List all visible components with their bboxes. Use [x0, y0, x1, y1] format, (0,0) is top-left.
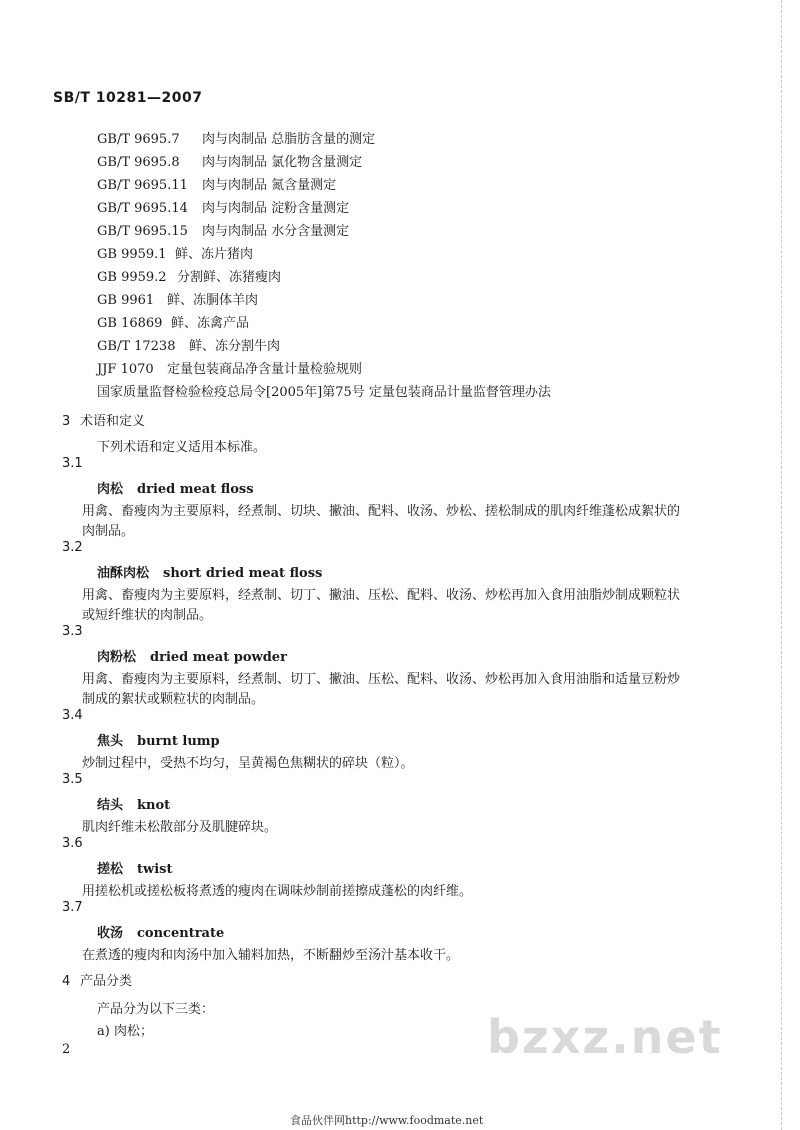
- reference-title: 鲜、冻胴体羊肉: [167, 293, 259, 308]
- term-title: 肉粉松 dried meat powder: [97, 650, 287, 665]
- reference-line: [97, 312, 249, 331]
- reference-line: [97, 128, 375, 147]
- term-definition: 炒制过程中，受热不均匀，呈黄褐色焦糊状的碎块（粒）。: [82, 756, 414, 771]
- reference-code: GB/T 9695.15: [97, 224, 188, 239]
- reference-code: GB/T 9695.8: [97, 155, 180, 170]
- reference-title: 鲜、冻片猪肉: [175, 247, 254, 262]
- reference-line: [97, 174, 336, 193]
- term-title: 收汤 concentrate: [97, 926, 225, 941]
- reference-line: [97, 197, 349, 216]
- term-definition: 肌肉纤维未松散部分及肌腱碎块。: [82, 820, 278, 835]
- term-number: 3.1: [62, 456, 83, 471]
- reference-title: 鲜、冻禽产品: [171, 316, 250, 331]
- term-definition: 肉制品。: [82, 524, 135, 539]
- reference-line: [97, 243, 253, 262]
- term-definition: 用禽、畜瘦肉为主要原料，经煮制、切丁、撇油、压松、配料、收汤、炒松再加入食用油脂炒制成颗粒状: [82, 588, 681, 603]
- section-intro: 产品分为以下三类：: [97, 1002, 215, 1017]
- term-title: 搓松 twist: [97, 862, 173, 877]
- reference-code: JJF 1070: [97, 362, 154, 377]
- reference-code: GB/T 17238: [97, 339, 176, 354]
- reference-code: GB 9961: [97, 293, 155, 308]
- term-title: 油酥肉松 short dried meat floss: [97, 566, 323, 581]
- reference-code: GB/T 9695.7: [97, 132, 180, 147]
- term-definition: 用搓松机或搓松板将煮透的瘦肉在调味炒制前搓擦成蓬松的肉纤维。: [82, 884, 473, 899]
- reference-title: 分割鲜、冻猪瘦肉: [177, 270, 282, 285]
- reference-line: [97, 266, 281, 285]
- reference-title: 肉与肉制品 总脂肪含量的测定: [202, 132, 376, 147]
- reference-title: 肉与肉制品 水分含量测定: [202, 224, 350, 239]
- reference-title: 定量包装商品净含量计量检验规则: [167, 362, 363, 377]
- term-number: 3.3: [62, 624, 83, 639]
- footer-source: 食品伙伴网http://www.foodmate.net: [290, 1114, 484, 1127]
- reference-line: [97, 220, 349, 239]
- term-definition: 在煮透的瘦肉和肉汤中加入辅料加热，不断翻炒至汤汁基本收干。: [82, 948, 460, 963]
- term-number: 3.7: [62, 900, 83, 915]
- page-number: 2: [62, 1042, 71, 1057]
- term-definition: 用禽、畜瘦肉为主要原料，经煮制、切丁、撇油、压松、配料、收汤、炒松再加入食用油脂和适量豆粉炒: [82, 672, 681, 687]
- term-title: 结头 knot: [97, 798, 171, 813]
- term-definition: 制成的絮状或颗粒状的肉制品。: [82, 692, 265, 707]
- reference-code: GB/T 9695.11: [97, 178, 188, 193]
- watermark: bzxz.net: [487, 1010, 723, 1064]
- reference-code: GB 16869: [97, 316, 163, 331]
- term-number: 3.5: [62, 772, 83, 787]
- reference-code: GB 9959.1: [97, 247, 167, 262]
- decree-line: 国家质量监督检验检疫总局令[2005年]第75号 定量包装商品计量监督管理办法: [97, 385, 551, 400]
- reference-title: 肉与肉制品 淀粉含量测定: [202, 201, 350, 216]
- reference-line: [97, 358, 362, 377]
- term-definition: 用禽、畜瘦肉为主要原料，经煮制、切块、撇油、配料、收汤、炒松、搓松制成的肌肉纤维蓬松成絮状的: [82, 504, 681, 519]
- term-number: 3.2: [62, 540, 83, 555]
- reference-title: 肉与肉制品 氯化物含量测定: [202, 155, 363, 170]
- reference-line: [97, 289, 258, 308]
- section-intro: 下列术语和定义适用本标准。: [97, 440, 267, 455]
- reference-title: 鲜、冻分割牛肉: [189, 339, 281, 354]
- reference-code: GB 9959.2: [97, 270, 167, 285]
- section-heading: 3 术语和定义: [62, 414, 146, 429]
- term-title: 焦头 burnt lump: [97, 734, 220, 749]
- term-definition: 或短纤维状的肉制品。: [82, 608, 213, 623]
- list-item: a) 肉松；: [97, 1024, 153, 1039]
- term-title: 肉松 dried meat floss: [97, 482, 254, 497]
- standard-number-header: SB/T 10281—2007: [53, 90, 203, 106]
- reference-line: [97, 335, 280, 354]
- term-number: 3.6: [62, 836, 83, 851]
- reference-code: GB/T 9695.14: [97, 201, 188, 216]
- reference-line: [97, 151, 362, 170]
- page-edge-divider: [781, 0, 782, 1130]
- reference-title: 肉与肉制品 氮含量测定: [202, 178, 337, 193]
- section-heading: 4 产品分类: [62, 974, 133, 989]
- term-number: 3.4: [62, 708, 83, 723]
